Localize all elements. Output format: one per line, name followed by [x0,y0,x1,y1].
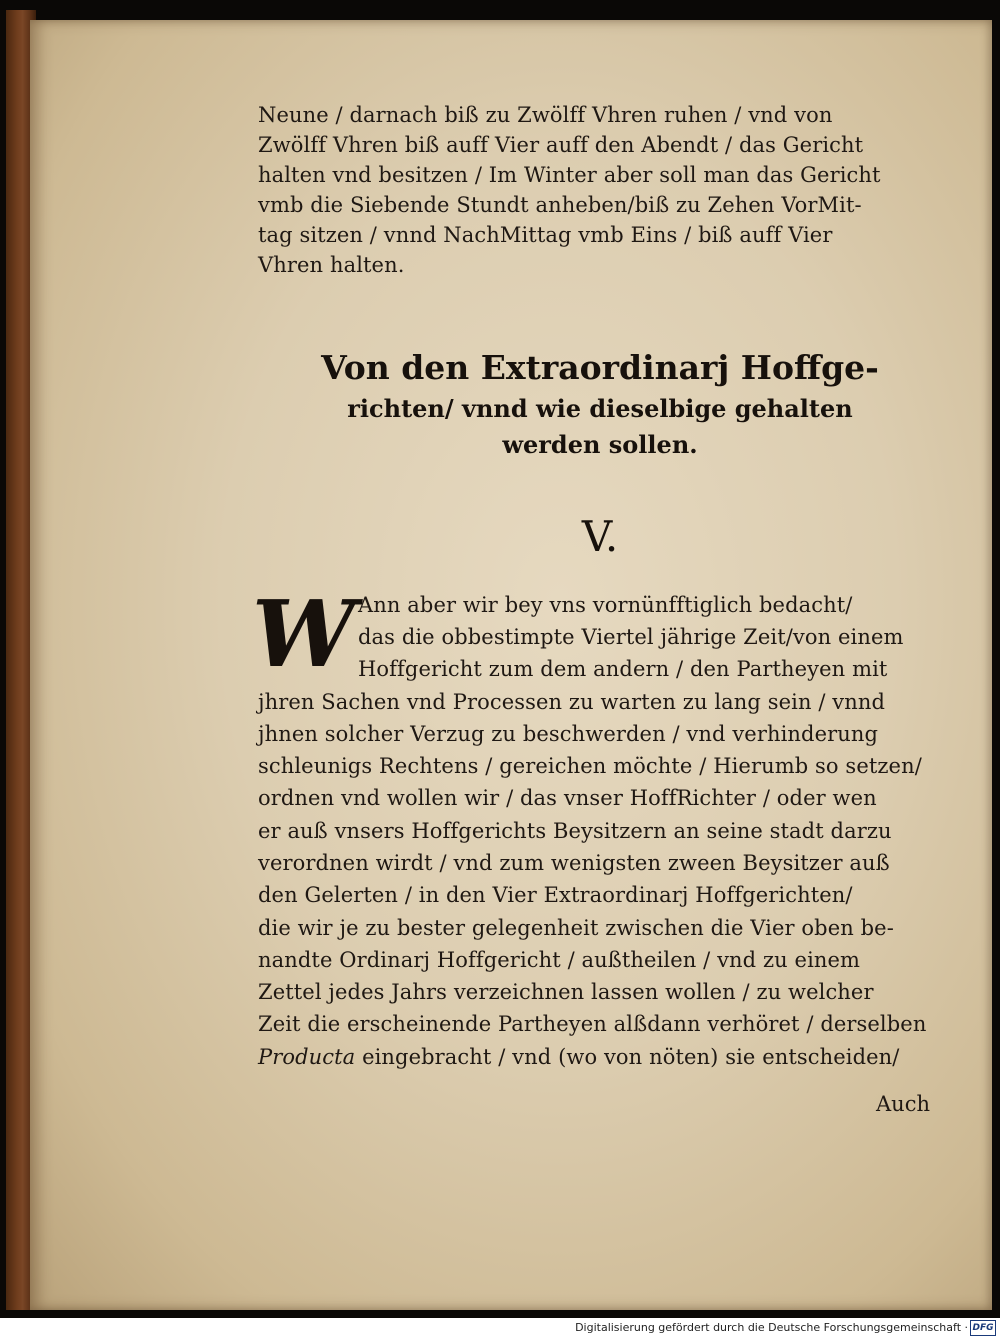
section-line: nandte Ordinarj Hoffgericht / außtheilen / vnd zu einem [258,948,861,972]
drop-cap-initial: W [252,580,356,688]
section-line: er auß vnsers Hoffgerichts Beysitzern an seine stadt darzu [258,819,892,843]
heading-line-3: werden sollen. [502,430,698,459]
section-line: Zettel jedes Jahrs verzeichnen lassen wollen / zu welcher [258,980,874,1004]
intro-line: tag sitzen / vnnd NachMittag vmb Eins / biß auff Vier [258,223,833,247]
section-line: jhren Sachen vnd Processen zu warten zu lang sein / vnnd [258,690,886,714]
dfg-logo-icon: DFG [970,1320,996,1336]
section-line: den Gelerten / in den Vier Extraordinarj Hoffgerichten/ [258,883,853,907]
latin-term: Producta [258,1045,356,1069]
funding-credit: Digitalisierung gefördert durch die Deutsche Forschungsgemeinschaft · [575,1321,968,1334]
section-line-rest: eingebracht / vnd (wo von nöten) sie entscheiden/ [355,1045,900,1069]
heading-line-1: Von den Extraordinarj Hoffge- [321,348,879,387]
section-line: Zeit die erscheinende Partheyen alßdann verhöret / derselben [258,1012,927,1036]
section-line: schleunigs Rechtens / gereichen möchte / Hierumb so setzen/ [258,754,922,778]
intro-line: halten vnd besitzen / Im Winter aber soll man das Gericht [258,163,881,187]
intro-line: vmb die Siebende Stundt anheben/biß zu Zehen VorMit- [258,193,862,217]
section-line: das die obbestimpte Viertel jährige Zeit/von einem [358,625,904,649]
section-line: Ann aber wir bey vns vornünfftiglich bedacht/ [358,593,853,617]
catchword: Auch [876,1092,930,1116]
section-line: Hoffgericht zum dem andern / den Partheyen mit [358,657,888,681]
section-line: verordnen wirdt / vnd zum wenigsten zween Beysitzer auß [258,851,890,875]
heading-line-2: richten/ vnnd wie dieselbige gehalten [347,394,853,423]
section-line-last [258,1042,899,1072]
section-heading [280,345,920,463]
section-line: die wir je zu bester gelegenheit zwischen die Vier oben be- [258,916,894,940]
intro-line: Zwölff Vhren biß auff Vier auff den Abendt / das Gericht [258,133,864,157]
section-numeral: V. [581,512,619,561]
intro-line: Neune / darnach biß zu Zwölff Vhren ruhen / vnd von [258,103,833,127]
section-line: jhnen solcher Verzug zu beschwerden / vnd verhinderung [258,722,879,746]
section-line: ordnen vnd wollen wir / das vnser HoffRichter / oder wen [258,786,877,810]
intro-line: Vhren halten. [258,253,405,277]
